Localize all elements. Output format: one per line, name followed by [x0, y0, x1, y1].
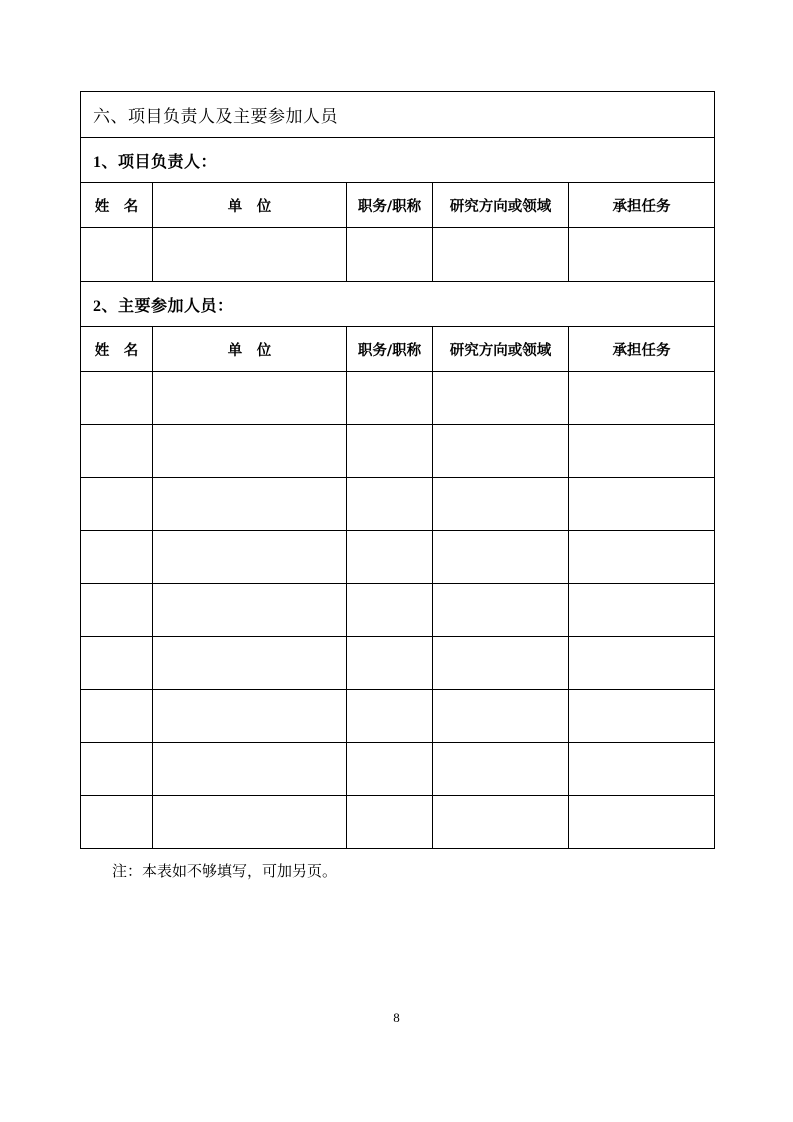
cell-title[interactable]: [347, 796, 433, 849]
cell-task[interactable]: [569, 425, 715, 478]
leader-subsection-text: 、项目负责人：: [101, 151, 218, 171]
table-row[interactable]: [81, 796, 715, 849]
cell-research-field[interactable]: [433, 228, 569, 282]
section-title-row: [81, 92, 715, 138]
cell-task[interactable]: [569, 531, 715, 584]
column-header-unit: 单 位: [153, 327, 347, 372]
cell-research-field[interactable]: [433, 690, 569, 743]
table-row[interactable]: [81, 743, 715, 796]
cell-task[interactable]: [569, 478, 715, 531]
cell-task[interactable]: [569, 690, 715, 743]
cell-name[interactable]: [81, 743, 153, 796]
column-header-title: 职务/职称: [347, 183, 433, 228]
table-row[interactable]: [81, 425, 715, 478]
cell-title[interactable]: [347, 743, 433, 796]
cell-task[interactable]: [569, 372, 715, 425]
cell-task[interactable]: [569, 228, 715, 282]
cell-unit[interactable]: [153, 478, 347, 531]
table-note: 注：本表如不够填写，可加另页。: [112, 862, 338, 880]
cell-task[interactable]: [569, 743, 715, 796]
cell-task[interactable]: [569, 796, 715, 849]
leader-subsection-number: 1: [93, 153, 102, 171]
members-subsection-text: 、主要参加人员：: [101, 295, 234, 315]
cell-unit[interactable]: [153, 584, 347, 637]
table-row[interactable]: [81, 228, 715, 282]
cell-unit[interactable]: [153, 637, 347, 690]
table-row[interactable]: [81, 372, 715, 425]
leader-subsection-label: [81, 138, 715, 183]
cell-name[interactable]: [81, 425, 153, 478]
cell-unit[interactable]: [153, 531, 347, 584]
column-header-task: 承担任务: [569, 183, 715, 228]
leader-subsection-row: [81, 138, 715, 183]
cell-unit[interactable]: [153, 228, 347, 282]
personnel-table: [80, 91, 715, 849]
table-row[interactable]: [81, 690, 715, 743]
cell-research-field[interactable]: [433, 531, 569, 584]
members-subsection-number: 2: [93, 297, 102, 315]
cell-name[interactable]: [81, 531, 153, 584]
table-row[interactable]: [81, 531, 715, 584]
members-subsection-label: [81, 282, 715, 327]
cell-title[interactable]: [347, 690, 433, 743]
cell-research-field[interactable]: [433, 637, 569, 690]
cell-unit[interactable]: [153, 372, 347, 425]
column-header-research-field: 研究方向或领域: [433, 327, 569, 372]
cell-name[interactable]: [81, 372, 153, 425]
cell-research-field[interactable]: [433, 796, 569, 849]
column-header-unit: 单 位: [153, 183, 347, 228]
leader-header-row: [81, 183, 715, 228]
cell-task[interactable]: [569, 584, 715, 637]
members-header-row: [81, 327, 715, 372]
cell-title[interactable]: [347, 228, 433, 282]
column-header-name: 姓 名: [81, 327, 153, 372]
cell-research-field[interactable]: [433, 743, 569, 796]
cell-research-field[interactable]: [433, 584, 569, 637]
cell-title[interactable]: [347, 584, 433, 637]
cell-task[interactable]: [569, 637, 715, 690]
members-subsection-row: [81, 282, 715, 327]
cell-unit[interactable]: [153, 425, 347, 478]
cell-name[interactable]: [81, 584, 153, 637]
cell-title[interactable]: [347, 637, 433, 690]
section-title: 六、项目负责人及主要参加人员: [81, 92, 715, 138]
cell-name[interactable]: [81, 796, 153, 849]
cell-research-field[interactable]: [433, 425, 569, 478]
cell-title[interactable]: [347, 478, 433, 531]
cell-name[interactable]: [81, 228, 153, 282]
cell-unit[interactable]: [153, 690, 347, 743]
column-header-task: 承担任务: [569, 327, 715, 372]
table-row[interactable]: [81, 637, 715, 690]
cell-title[interactable]: [347, 531, 433, 584]
cell-title[interactable]: [347, 372, 433, 425]
cell-name[interactable]: [81, 690, 153, 743]
column-header-research-field: 研究方向或领域: [433, 183, 569, 228]
table-row[interactable]: [81, 478, 715, 531]
column-header-title: 职务/职称: [347, 327, 433, 372]
page-number: 8: [393, 1010, 400, 1025]
cell-research-field[interactable]: [433, 478, 569, 531]
cell-name[interactable]: [81, 637, 153, 690]
cell-unit[interactable]: [153, 743, 347, 796]
cell-research-field[interactable]: [433, 372, 569, 425]
column-header-name: 姓 名: [81, 183, 153, 228]
cell-unit[interactable]: [153, 796, 347, 849]
cell-name[interactable]: [81, 478, 153, 531]
table-row[interactable]: [81, 584, 715, 637]
cell-title[interactable]: [347, 425, 433, 478]
